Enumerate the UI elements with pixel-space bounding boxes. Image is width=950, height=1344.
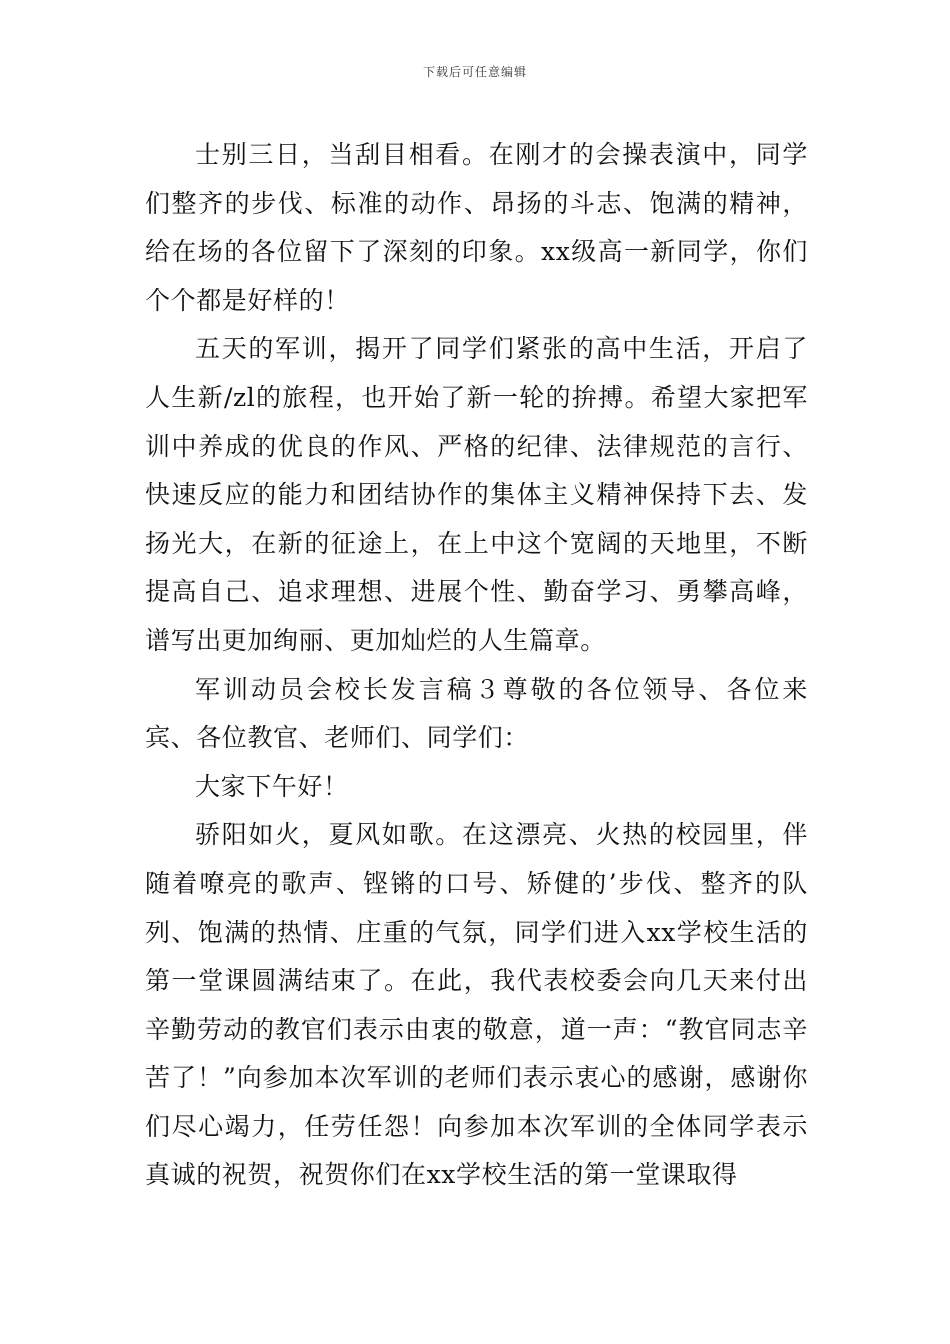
page-header: 下载后可任意编辑 xyxy=(422,65,527,79)
paragraph: 五天的军训，揭开了同学们紧张的高中生活，开启了人生新/zl的旅程，也开始了新一轮的拚搏。希望大家把军训中养成的优良的作风、严格的纪律、法律规范的言行、快速反应的能力和团结协作的集体主义精神保持下去、发扬光大，在新的征途上，在上中这个宽阔的天地里，不断提高自己、追求理想、进展个性、勤奋学习、勇攀高峰，谱写出更加绚丽、更加灿烂的人生篇章。 xyxy=(145,334,808,655)
document-body xyxy=(145,131,808,1200)
paragraph: 军训动员会校长发言稿３尊敬的各位领导、各位来宾、各位教官、老师们、同学们： xyxy=(145,674,808,753)
paragraph: 骄阳如火，夏风如歌。在这漂亮、火热的校园里，伴随着嘹亮的歌声、铿锵的口号、矫健的’步伐、整齐的队列、饱满的热情、庄重的气氛，同学们进入xx学校生活的第一堂课圆满结束了。在此，我代表校委会向几天来付出辛勤劳动的教官们表示由衷的敬意，道一声：“教官同志辛苦了！”向参加本次军训的老师们表示衷心的感谢，感谢你们尽心竭力，任劳任怨！向参加本次军训的全体同学表示真诚的祝贺，祝贺你们在xx学校生活的第一堂课取得 xyxy=(145,820,808,1190)
paragraph: 大家下午好！ xyxy=(195,771,349,801)
paragraph: 士别三日，当刮目相看。在刚才的会操表演中，同学们整齐的步伐、标准的动作、昂扬的斗志、饱满的精神，给在场的各位留下了深刻的印象。xx级高一新同学，你们个个都是好样的！ xyxy=(145,140,808,315)
